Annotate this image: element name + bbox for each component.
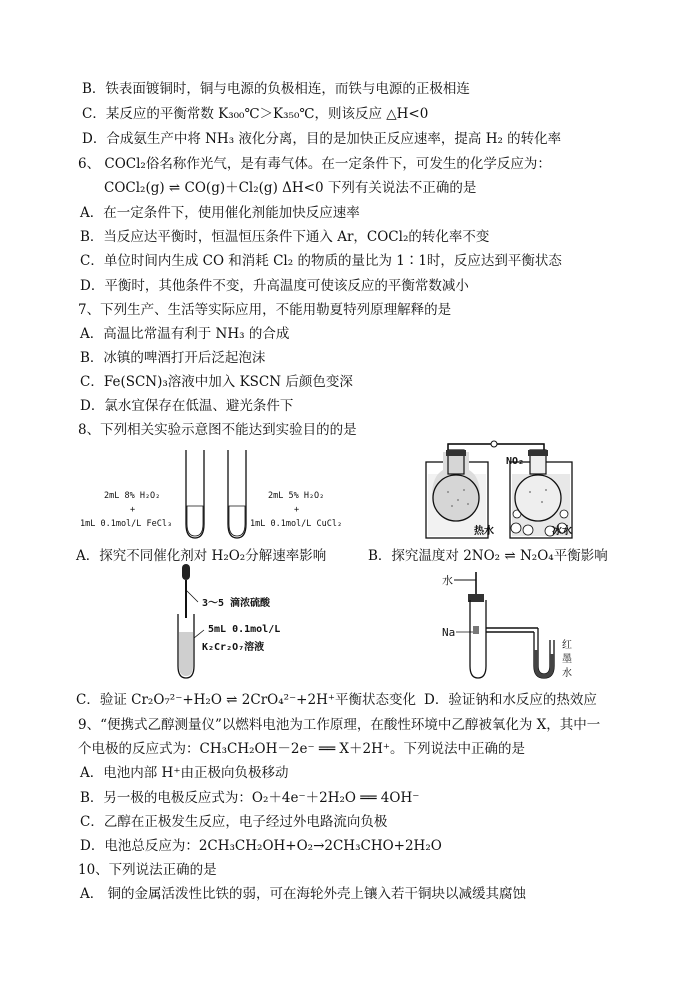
hot-water-label: 热水 bbox=[474, 526, 494, 537]
left-catalyst-label: 1mL 0.1mol/L FeCl₃ bbox=[80, 519, 173, 529]
figure-b-flasks bbox=[418, 440, 590, 542]
dropper-bulb bbox=[182, 564, 190, 580]
ink-label-3: 水 bbox=[562, 668, 572, 679]
text-line: B．探究温度对 2NO₂ ⇌ N₂O₄平衡影响 bbox=[368, 548, 608, 564]
right-plus-label: + bbox=[294, 505, 300, 515]
text-line: B．另一极的电极反应式为：O₂＋4e⁻＋2H₂O ══ 4OH⁻ bbox=[80, 790, 420, 806]
text-line: D．氯水宜保存在低温、避光条件下 bbox=[80, 398, 294, 414]
text-line: 9、“便携式乙醇测量仪”以燃料电池为工作原理，在酸性环境中乙醇被氧化为 X，其中一 bbox=[78, 717, 601, 733]
text-line: A．在一定条件下，使用催化剂能加快反应速率 bbox=[80, 205, 360, 221]
left-reagent-label: 2mL 8% H₂O₂ bbox=[104, 491, 161, 501]
flask-hot bbox=[433, 475, 479, 521]
text-line: D．电池总反应为：2CH₃CH₂OH+O₂→2CH₃CHO+2H₂O bbox=[80, 838, 442, 854]
text-line: 10、下列说法正确的是 bbox=[78, 862, 217, 878]
text-line: A．高温比常温有利于 NH₃ 的合成 bbox=[80, 326, 290, 342]
sodium-label: Na bbox=[442, 626, 456, 639]
solution-conc-label: 5mL 0.1mol/L bbox=[208, 624, 281, 635]
flask-cold bbox=[515, 475, 561, 521]
ink-label-2: 墨 bbox=[562, 654, 572, 665]
figure-d-sodium-water bbox=[440, 570, 590, 682]
left-plus-label: + bbox=[130, 505, 136, 515]
text-line: A．电池内部 H⁺由正极向负极移动 bbox=[80, 765, 289, 781]
no2-label: NO₂ bbox=[506, 456, 525, 467]
text-line: B．当反应达平衡时，恒温恒压条件下通入 Ar，COCl₂的转化率不变 bbox=[80, 229, 490, 245]
text-line: 8、下列相关实验示意图不能达到实验目的的是 bbox=[78, 422, 357, 438]
text-line: 个电极的反应式为：CH₃CH₂OH－2e⁻ ══ X＋2H⁺。下列说法中正确的是 bbox=[78, 741, 526, 757]
text-line: A．探究不同催化剂对 H₂O₂分解速率影响 bbox=[76, 548, 327, 564]
text-line: C．Fe(SCN)₃溶液中加入 KSCN 后颜色变深 bbox=[80, 374, 353, 390]
text-line: COCl₂(g) ⇌ CO(g)＋Cl₂(g) ΔH<0 下列有关说法不正确的是 bbox=[104, 180, 477, 196]
test-tube-right bbox=[228, 450, 246, 538]
text-line: B．冰镇的啤酒打开后泛起泡沫 bbox=[80, 350, 266, 366]
text-line: C．乙醇在正极发生反应，电子经过外电路流向负极 bbox=[80, 814, 388, 830]
text-line: C．某反应的平衡常数 K₃₀₀℃＞K₃₅₀℃，则该反应 △H<0 bbox=[82, 106, 429, 122]
drops-label: 3～5 滴浓硫酸 bbox=[202, 598, 271, 609]
text-line: 6、 COCl₂俗名称作光气，是有毒气体。在一定条件下，可发生的化学反应为： bbox=[78, 156, 551, 172]
test-tube-d bbox=[470, 600, 486, 678]
test-tube-left bbox=[186, 450, 204, 538]
text-line: B．铁表面镀铜时，铜与电源的负极相连，而铁与电源的正极相连 bbox=[82, 81, 470, 97]
text-line: A． 铜的金属活泼性比铁的弱，可在海轮外壳上镶入若干铜块以减缓其腐蚀 bbox=[80, 886, 527, 902]
text-line: C．验证 Cr₂O₇²⁻+H₂O ⇌ 2CrO₄²⁻+2H⁺平衡状态变化 bbox=[76, 692, 416, 708]
text-line: D．验证钠和水反应的热效应 bbox=[424, 692, 597, 708]
clamp-icon bbox=[491, 441, 497, 447]
right-catalyst-label: 1mL 0.1mol/L CuCl₂ bbox=[250, 519, 343, 529]
text-line: D．合成氨生产中将 NH₃ 液化分离，目的是加快正反应速率，提高 H₂ 的转化率 bbox=[82, 131, 562, 147]
right-reagent-label: 2mL 5% H₂O₂ bbox=[268, 491, 325, 501]
ice-water-label: 冰水 bbox=[552, 526, 572, 537]
ink-label-1: 红 bbox=[562, 640, 572, 651]
text-line: 7、下列生产、生活等实际应用，不能用勒夏特列原理解释的是 bbox=[78, 302, 452, 318]
text-line: C．单位时间内生成 CO 和消耗 Cl₂ 的物质的量比为 1∶1时，反应达到平衡状态 bbox=[80, 253, 562, 269]
text-line: D．平衡时，其他条件不变，升高温度可使该反应的平衡常数减小 bbox=[80, 278, 469, 294]
solution-name-label: K₂Cr₂O₇溶液 bbox=[202, 642, 265, 653]
figure-c-dropper-tube bbox=[168, 560, 328, 686]
figure-a-test-tubes bbox=[78, 446, 368, 542]
water-label: 水 bbox=[442, 574, 453, 587]
